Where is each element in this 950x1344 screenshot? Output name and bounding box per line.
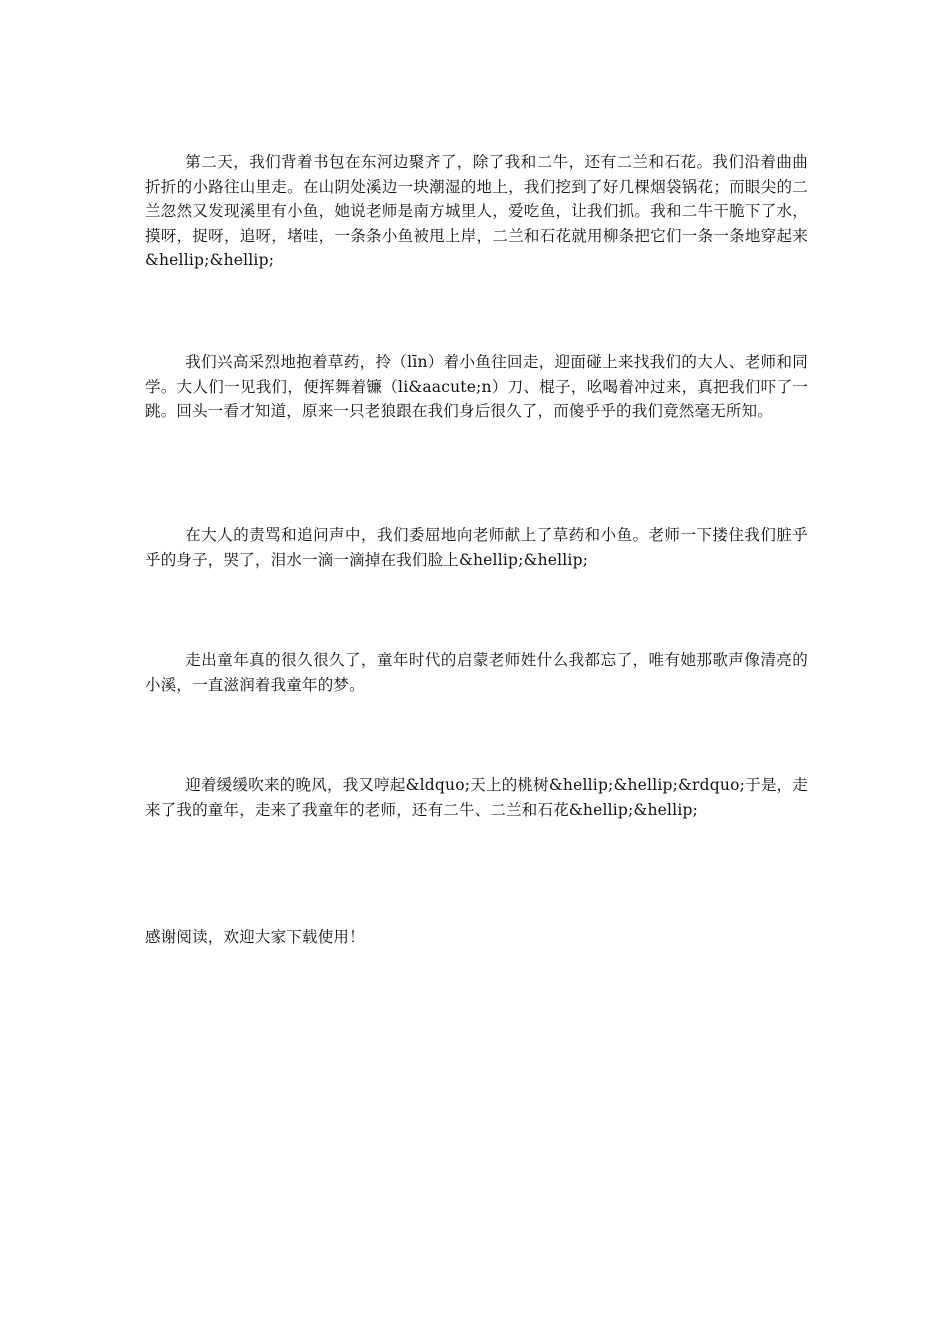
paragraph-5: 迎着缓缓吹来的晚风，我又哼起&ldquo;天上的桃树&hellip;&hellip;&rdquo;于是，走来了我的童年，走来了我童年的老师，还有二牛、二兰和石花&hellip;&hellip; xyxy=(145,776,808,819)
paragraph-2: 我们兴高采烈地抱着草药，拎（līn）着小鱼往回走，迎面碰上来找我们的大人、老师和同学。大人们一见我们，便挥舞着镰（li&aacute;n）刀、棍子，吆喝着冲过来，真把我们吓了一跳。回头一看才知道，原来一只老狼跟在我们身后很久了，而傻乎乎的我们竟然毫无所知。 xyxy=(145,353,808,420)
paragraph-3: 在大人的责骂和追问声中，我们委屈地向老师献上了草药和小鱼。老师一下搂住我们脏乎乎的身子，哭了，泪水一滴一滴掉在我们脸上&hellip;&hellip; xyxy=(145,526,808,569)
paragraph-1: 第二天，我们背着书包在东河边聚齐了，除了我和二牛，还有二兰和石花。我们沿着曲曲折折的小路往山里走。在山阴处溪边一块潮湿的地上，我们挖到了好几棵烟袋锅花；而眼尖的二兰忽然又发现溪里有小鱼，她说老师是南方城里人，爱吃鱼，让我们抓。我和二牛干脆下了水，摸呀，捉呀，追呀，堵哇，一条条小鱼被甩上岸，二兰和石花就用柳条把它们一条一条地穿起来&hellip;&hellip; xyxy=(145,153,808,269)
closing-note: 感谢阅读，欢迎大家下载使用！ xyxy=(145,928,365,946)
paragraph-4: 走出童年真的很久很久了，童年时代的启蒙老师姓什么我都忘了，唯有她那歌声像清亮的小溪，一直滋润着我童年的梦。 xyxy=(145,651,808,694)
